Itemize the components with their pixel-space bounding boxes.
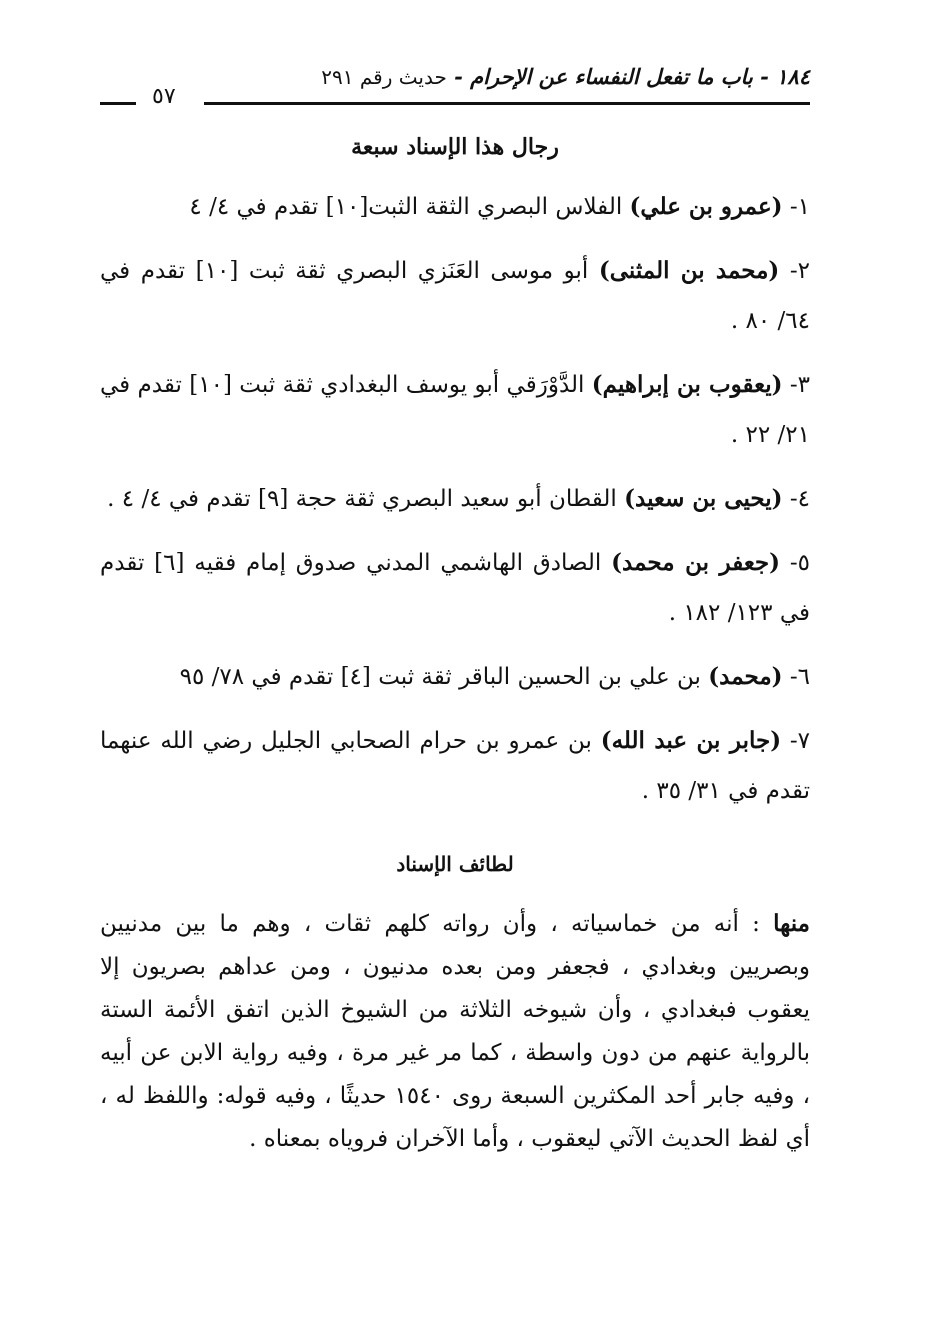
narrator-entry (100, 246, 810, 346)
narrator-name: (محمد بن المثنى) (598, 257, 780, 284)
narrator-description: القطان أبو سعيد البصري ثقة حجة [٩] تقدم في ٤/ ٤ . (107, 486, 625, 512)
entry-number: ٤- (782, 486, 810, 512)
narrator-name: (يعقوب بن إبراهيم) (591, 371, 783, 398)
narrator-name: (محمد) (708, 663, 783, 690)
subtleties-paragraph (100, 902, 810, 1161)
narrator-entry (100, 716, 810, 816)
entry-number: ٢- (779, 258, 810, 284)
title-separator: - (446, 64, 471, 89)
subtleties-lead: منها (773, 910, 810, 937)
entry-number: ٥- (780, 550, 810, 576)
subtleties-heading: لطائف الإسناد (396, 852, 514, 876)
subtleties-text: : أنه من خماسياته ، وأن رواته كلهم ثقات ، وهم ما بين مدنيين وبصريين وبغدادي ، فجعفر ومن بعده مدنيون ، ومن عداهم بصريون إلا يعقوب فبغدادي ، وأن شيوخه الثلاثة من الشيوخ الذين اتفق الأئمة الستة بالرواية عنهم من دون واسطة ، كما مر غير مرة ، وفيه رواية الابن عن أبيه ، وفيه جابر أحد المكثرين السبعة روى ١٥٤٠ حديثًا ، وفيه قوله: واللفظ له ، أي لفظ الحديث الآتي ليعقوب ، وأما الآخران فروياه بمعناه . (100, 911, 810, 1152)
narrator-name: (عمرو بن علي) (629, 193, 783, 220)
running-header (100, 62, 810, 110)
narrator-entry (100, 360, 810, 460)
entry-number: ٣- (782, 372, 810, 398)
header-rule-left (100, 102, 136, 105)
narrator-name: (جعفر بن محمد) (611, 549, 781, 576)
running-title (321, 64, 810, 89)
narrator-entry (100, 474, 810, 524)
book-page (100, 62, 810, 1161)
entry-number: ٦- (782, 664, 810, 690)
chapter-title: ١٨٤ - باب ما تفعل النفساء عن الإحرام (470, 64, 810, 89)
narrator-name: (يحيى بن سعيد) (624, 485, 783, 512)
entry-number: ٧- (781, 728, 811, 754)
narrator-description: بن علي بن الحسين الباقر ثقة ثبت [٤] تقدم في ٧٨/ ٩٥ (179, 664, 709, 690)
narrator-entry (100, 538, 810, 638)
narrator-entry (100, 652, 810, 702)
narrator-description: الفلاس البصري الثقة الثبت[١٠] تقدم في ٤/ ٤ (189, 194, 630, 220)
narrators-heading: رجال هذا الإسناد سبعة (351, 134, 559, 160)
narrator-description: الدَّوْرَقي أبو يوسف البغدادي ثقة ثبت [١٠] تقدم في ٢١/ ٢٢ . (100, 372, 810, 448)
hadith-reference: حديث رقم ٢٩١ (321, 65, 447, 89)
narrator-description: الصادق الهاشمي المدني صدوق إمام فقيه [٦] تقدم في ١٢٣/ ١٨٢ . (100, 550, 810, 626)
entry-number: ١- (782, 194, 810, 220)
page-number: ٥٧ (152, 84, 176, 109)
narrator-entry (100, 182, 810, 232)
narrator-description: بن عمرو بن حرام الصحابي الجليل رضي الله عنهما تقدم في ٣١/ ٣٥ . (100, 728, 810, 804)
header-rule-right (204, 102, 810, 105)
narrator-name: (جابر بن عبد الله) (600, 727, 782, 754)
narrator-description: أبو موسى العَنَزي البصري ثقة ثبت [١٠] تقدم في ٦٤/ ٨٠ . (100, 258, 810, 334)
narrator-list (100, 182, 810, 816)
